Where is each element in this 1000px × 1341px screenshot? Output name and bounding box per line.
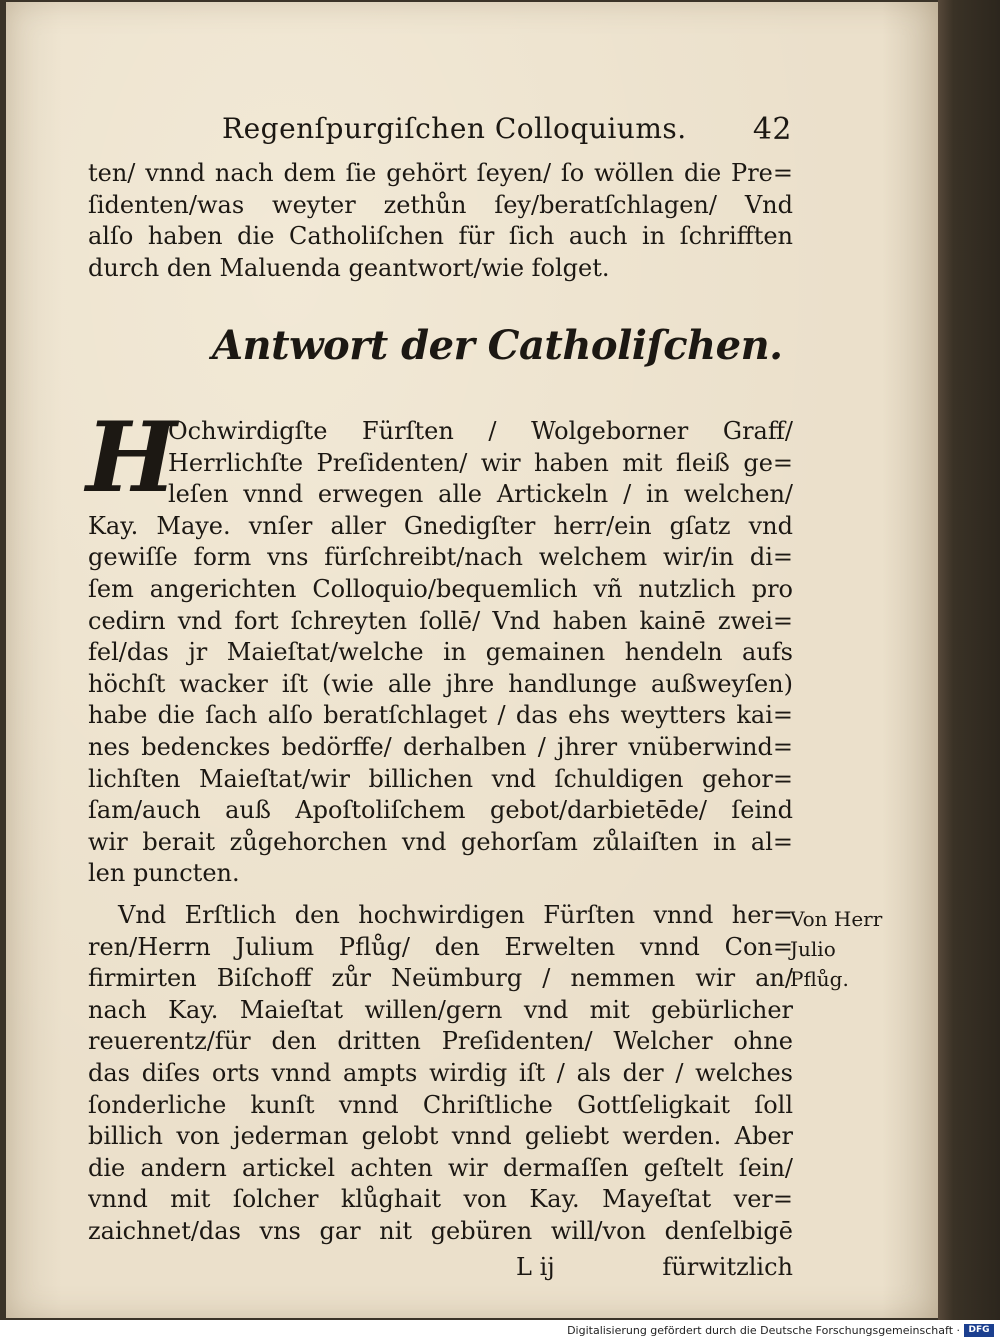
text-line: ſam/auch auß Apoſtoliſchem gebot/darbietēde/ ſeind xyxy=(88,796,793,825)
signature-mark: L ij xyxy=(516,1253,555,1281)
paragraph-intro xyxy=(88,158,793,284)
text-line: Kay. Maye. vnſer aller Gnedigſter herr/ein gſatz vnd xyxy=(88,511,793,540)
funding-notice-bar xyxy=(0,1320,1000,1341)
marginal-note-line: Pflůg. xyxy=(790,967,849,991)
section-heading: Antwort der Catholiſchen. xyxy=(212,322,783,369)
page-footer xyxy=(88,1250,793,1284)
funding-notice: Digitalisierung gefördert durch die Deutsche Forschungsgemeinschaft · xyxy=(567,1324,960,1337)
text-line: lichſten Maieſtat/wir billichen vnd ſchuldigen gehor= xyxy=(88,764,793,793)
text-line: nes bedenckes bedörffe/ derhalben / jhrer vnüberwind= xyxy=(88,732,793,761)
marginal-note-line: Von Herr xyxy=(790,907,883,931)
text-line: leſen vnnd erwegen alle Artickeln / in welchen/ xyxy=(168,480,793,509)
text-line: gewiſſe form vns fürſchreibt/nach welchem wir/in di= xyxy=(88,543,793,572)
book-edge xyxy=(938,0,1000,1320)
text-line: ten/ vnnd nach dem ſie gehört ſeyen/ ſo wöllen die Pre= xyxy=(88,159,793,187)
paragraph-answer xyxy=(88,416,793,890)
text-line: cedirn vnd fort ſchreyten ſollē/ Vnd haben kainē zwei= xyxy=(88,606,793,635)
paragraph-pflug xyxy=(88,900,793,1248)
text-line: firmirten Biſchoff zůr Neümburg / nemmen wir an/ xyxy=(88,964,793,993)
running-head-title: Regenſpurgiſchen Colloquiums. xyxy=(222,112,687,145)
marginal-note xyxy=(790,904,883,994)
text-line: ſonderliche kunſt vnnd Chriſtliche Gottſeligkait ſoll xyxy=(88,1090,793,1119)
text-line: durch den Maluenda geantwort/wie folget. xyxy=(88,253,610,282)
text-line: das diſes orts vnnd ampts wirdig iſt / als der / welches xyxy=(88,1058,793,1087)
text-line: Vnd Erſtlich den hochwirdigen Fürſten vnnd her= xyxy=(118,901,793,929)
text-line: habe die ſach alſo beratſchlaget / das ehs weytters kai= xyxy=(88,701,793,730)
text-line: reuerentz/für den dritten Preſidenten/ Welcher ohne xyxy=(88,1027,793,1056)
text-line: Herrlichſte Preſidenten/ wir haben mit fleiß ge= xyxy=(168,448,793,477)
text-line: billich von jederman gelobt vnnd geliebt werden. Aber xyxy=(88,1122,793,1151)
text-line: zaichnet/das vns gar nit gebüren will/von denſelbigē xyxy=(88,1216,793,1245)
catchword: fürwitzlich xyxy=(662,1253,793,1281)
text-line: Ochwirdigſte Fürſten / Wolgeborner Graff/ xyxy=(168,417,793,445)
text-line: fel/das jr Maieſtat/welche in gemainen hendeln aufs xyxy=(88,638,793,667)
text-line: len puncten. xyxy=(88,859,240,888)
text-line: nach Kay. Maieſtat willen/gern vnd mit gebürlicher xyxy=(88,995,793,1024)
text-line: höchſt wacker iſt (wie alle jhre handlunge außweyſen) xyxy=(88,669,793,698)
marginal-note-line: Julio xyxy=(790,937,836,961)
dfg-logo: DFG xyxy=(964,1324,994,1337)
decorated-initial: H xyxy=(86,401,177,514)
text-line: die andern artickel achten wir dermaſſen geſtelt ſein/ xyxy=(88,1153,793,1182)
running-head xyxy=(222,112,792,152)
text-line: wir berait zůgehorchen vnd gehorſam zůlaiſten in al= xyxy=(88,827,793,856)
text-line: ren/Herrn Julium Pflůg/ den Erwelten vnnd Con= xyxy=(88,932,793,961)
text-line: ſidenten/was weyter zethůn ſey/beratſchlagen/ Vnd xyxy=(88,190,793,219)
page-number: 42 xyxy=(752,112,792,147)
text-line: ſem angerichten Colloquio/bequemlich vñ nutzlich pro xyxy=(88,574,793,603)
text-line: vnnd mit ſolcher klůghait von Kay. Mayeſtat ver= xyxy=(88,1185,793,1214)
text-line: alſo haben die Catholiſchen für ſich auch in ſchrifften xyxy=(88,222,793,251)
